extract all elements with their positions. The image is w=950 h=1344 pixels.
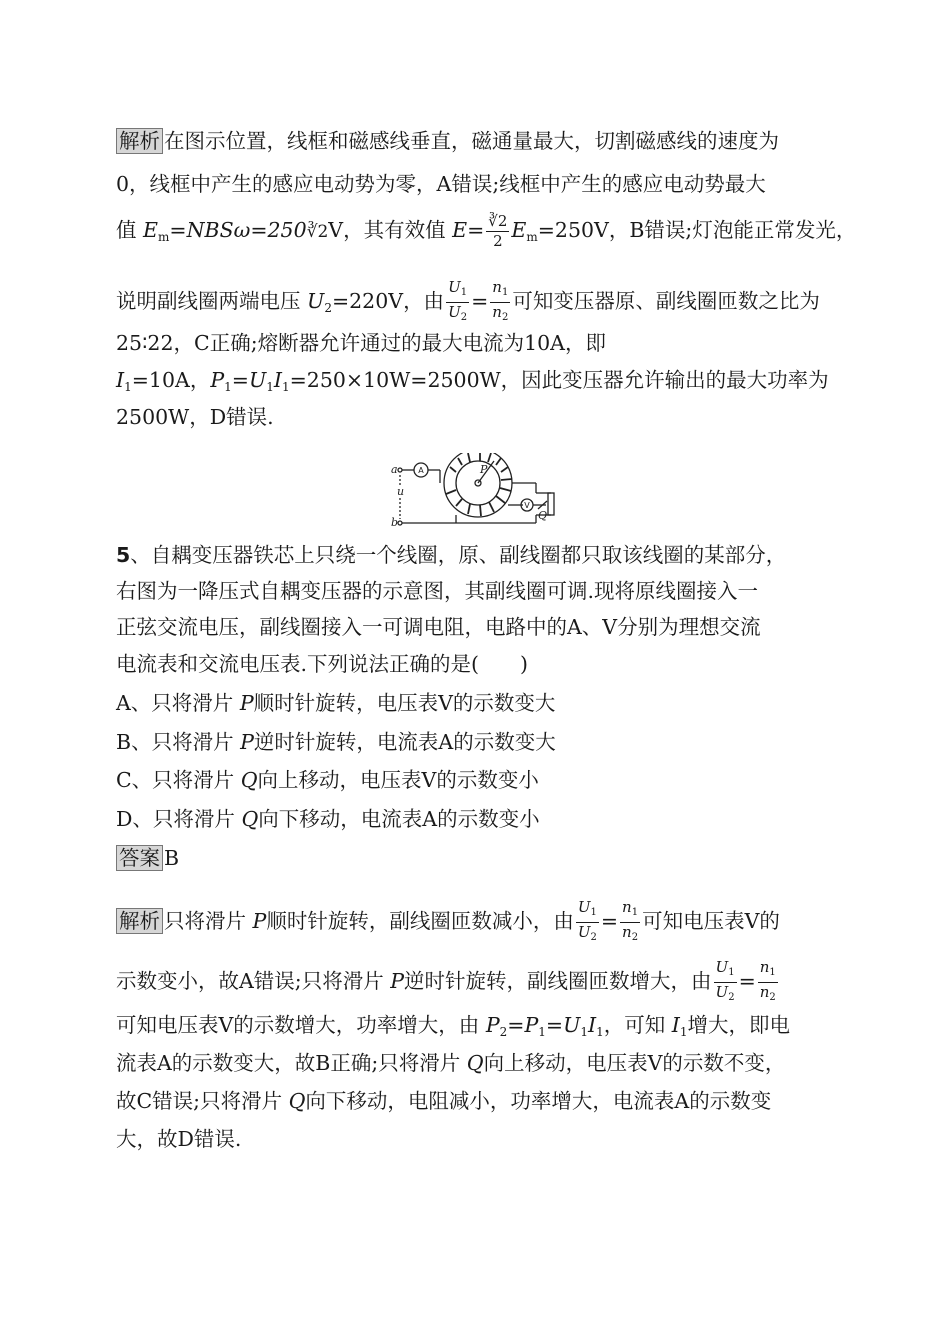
q5-line-4: 电流表和交流电压表.下列说法正确的是( ) (116, 652, 529, 676)
option-c[interactable]: C、只将滑片 Q向上移动，电压表V的示数变小 (116, 768, 539, 792)
sol4-line-3: 值 $E_m=NBS\omega=250∛2V$，其有效值 E= $\frac{∛2}{2}$ $E_m=250V$，B错误;灯泡能正常发光， (116, 212, 857, 250)
sol4-line-5: 25∶22，C正确;熔断器允许通过的最大电流为10A，即 (116, 331, 606, 355)
fraction-root2-over-2: $\frac{∛2}{2}$ (488, 212, 508, 250)
q5-line-2: 右图为一降压式自耦变压器的示意图，其副线圈可调.现将原线圈接入一 (116, 579, 759, 603)
sol5-line-6: 大，故D错误. (116, 1127, 242, 1151)
label-q: Q (538, 509, 548, 522)
sol4-line-2: 0，线框中产生的感应电动势为零，A错误;线框中产生的感应电动势最大 (116, 172, 766, 196)
option-b[interactable]: B、只将滑片 P逆时针旋转，电流表A的示数变大 (116, 730, 556, 754)
analysis-tag-2: 解析 (116, 908, 163, 934)
answer-value: B (164, 846, 180, 870)
sol4-line-6: $I_1=10A$，$P_1=U_1I_1=250\times 10W=2500W$，因此变压器允许输出的最大功率为 (116, 368, 829, 394)
svg-text:A: A (418, 466, 424, 475)
sol5-line-2: 示数变小，故A错误;只将滑片 P逆时针旋转，副线圈匝数增大，由 $\frac{U_1}{U_2}$ = $\frac{n_1}{n_2}$ (116, 958, 776, 1003)
terminal-b (398, 521, 402, 525)
fraction-U1-U2: $\frac{U_1}{U_2}$ (448, 278, 468, 323)
analysis-tag: 解析 (116, 128, 163, 154)
option-a[interactable]: A、只将滑片 P顺时针旋转，电压表V的示数变大 (116, 691, 556, 715)
label-a: a (391, 463, 398, 476)
variable-resistor (548, 493, 554, 515)
answer-line (116, 845, 179, 871)
sol5-line-4: 流表A的示数变大，故B正确;只将滑片 Q向上移动，电压表V的示数不变， (116, 1051, 786, 1075)
option-d[interactable]: D、只将滑片 Q向下移动，电流表A的示数变小 (116, 807, 540, 831)
terminal-a (398, 468, 402, 472)
svg-text:V: V (524, 501, 530, 510)
q5-line-3: 正弦交流电压，副线圈接入一可调电阻，电路中的A、V分别为理想交流 (116, 615, 761, 639)
q5-line-1: 5、自耦变压器铁芯上只绕一个线圈，原、副线圈都只取该线圈的某部分， (116, 543, 787, 567)
sol5-line-1: 解析 只将滑片 P顺时针旋转，副线圈匝数减小，由 $\frac{U_1}{U_2}$ = $\frac{n_1}{n_2}$ 可知电压表V的 (116, 898, 780, 947)
answer-tag: 答案 (116, 845, 163, 871)
sol5-line-3: 可知电压表V的示数增大，功率增大，由 $P_2=P_1=U_1I_1$，可知 $I_1$增大，即电 (116, 1013, 791, 1039)
toroid-outer (444, 453, 512, 517)
label-p: P (480, 463, 488, 476)
label-b: b (391, 516, 399, 529)
sol4-line-4: 说明副线圈两端电压 $U_2=220V$，由 $\frac{U_1}{U_2}$ = $\frac{n_1}{n_2}$ 可知变压器原、副线圈匝数之比为 (116, 278, 820, 327)
fraction-n1-n2: $\frac{n_1}{n_2}$ (492, 278, 509, 323)
sol4-line-1: 解析 在图示位置，线框和磁感线垂直，磁通量最大，切割磁感线的速度为 (116, 128, 779, 154)
sol4-line-7: 2500W，D错误. (116, 405, 274, 429)
question-number: 5 (116, 543, 131, 567)
sol5-line-5: 故C错误;只将滑片 Q向下移动，电阻减小，功率增大，电流表A的示数变 (116, 1089, 772, 1113)
label-u: u (397, 485, 405, 498)
autotransformer-figure (388, 453, 568, 533)
